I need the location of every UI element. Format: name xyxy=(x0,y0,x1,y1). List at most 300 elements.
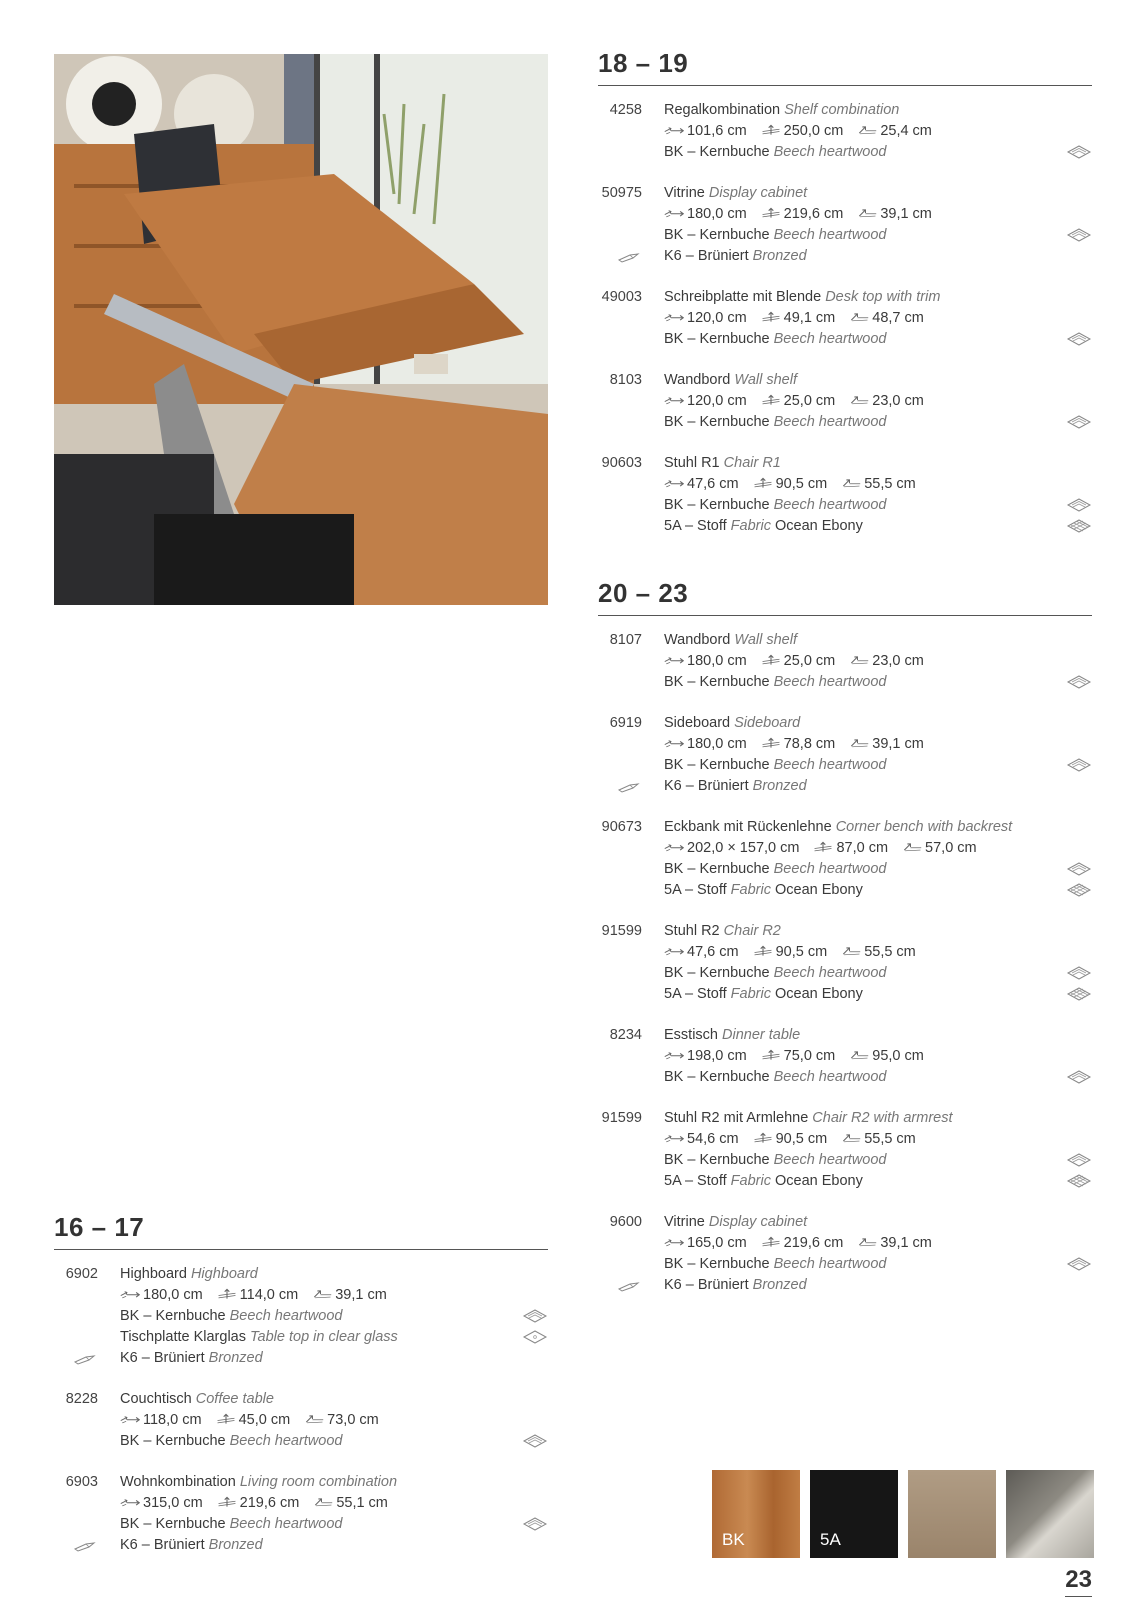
material-en: Beech heartwood xyxy=(773,414,887,430)
dimension-value: 47,6 cm xyxy=(687,476,739,492)
bronze-icon xyxy=(72,1539,98,1553)
item-name: Stuhl R2 mit Armlehne xyxy=(664,1110,809,1126)
catalog-item xyxy=(598,287,1092,350)
depth-icon xyxy=(849,392,869,404)
dimension-value: 95,0 cm xyxy=(872,1048,924,1064)
material-en: Beech heartwood xyxy=(773,965,887,981)
wood-icon xyxy=(1066,1257,1092,1271)
material-code: Tischplatte Klarglas xyxy=(120,1329,246,1345)
material-en: Beech heartwood xyxy=(229,1516,343,1532)
depth-icon xyxy=(849,735,869,747)
catalog-item xyxy=(598,817,1092,901)
material-color: Ocean Ebony xyxy=(774,882,863,898)
height-icon xyxy=(753,943,773,955)
dimension xyxy=(753,474,828,495)
item-name: Stuhl R1 xyxy=(664,455,720,471)
dimensions-line xyxy=(664,838,1092,859)
item-name-en: Coffee table xyxy=(195,1391,274,1407)
material-en: Beech heartwood xyxy=(773,144,887,160)
material-line xyxy=(664,755,1092,776)
dimensions-line xyxy=(664,391,1092,412)
material-line xyxy=(664,963,1092,984)
dimension-value: 55,1 cm xyxy=(336,1495,388,1511)
material-code: BK – Kernbuche xyxy=(664,227,770,243)
article-number: 90603 xyxy=(601,455,642,471)
section-heading: 20 – 23 xyxy=(598,578,1092,616)
catalog-item xyxy=(598,370,1092,433)
item-name: Wohnkombination xyxy=(120,1474,236,1490)
item-name: Sideboard xyxy=(664,715,731,731)
dimensions-line xyxy=(664,942,1092,963)
bronze-icon xyxy=(616,250,642,264)
width-icon xyxy=(664,122,684,134)
material-code: BK – Kernbuche xyxy=(664,1152,770,1168)
material-line xyxy=(664,1275,1092,1296)
depth-icon xyxy=(841,943,861,955)
depth-icon xyxy=(857,1234,877,1246)
item-name-line xyxy=(664,183,1092,204)
wood-icon xyxy=(1066,332,1092,346)
dimension-value: 39,1 cm xyxy=(880,1235,932,1251)
fabric-icon xyxy=(1066,1174,1092,1188)
material-line xyxy=(664,1254,1092,1275)
dimension-value: 120,0 cm xyxy=(687,393,747,409)
item-name: Stuhl R2 xyxy=(664,923,720,939)
article-number: 8234 xyxy=(609,1027,642,1043)
item-name-line xyxy=(664,1025,1092,1046)
dimension xyxy=(120,1493,203,1514)
item-details xyxy=(664,1108,1092,1192)
article-number: 9600 xyxy=(609,1214,642,1230)
item-name-line xyxy=(664,817,1092,838)
width-icon xyxy=(664,309,684,321)
dimension xyxy=(313,1493,388,1514)
dimension-value: 39,1 cm xyxy=(335,1287,387,1303)
material-en: Bronzed xyxy=(752,1277,807,1293)
wood-icon xyxy=(1066,228,1092,242)
section-heading: 18 – 19 xyxy=(598,48,1092,86)
height-icon xyxy=(761,1047,781,1059)
dimension xyxy=(761,651,836,672)
item-name-en: Shelf combination xyxy=(784,102,900,118)
wood-icon xyxy=(1066,415,1092,429)
article-number: 6903 xyxy=(65,1474,98,1490)
height-icon xyxy=(761,392,781,404)
item-name: Couchtisch xyxy=(120,1391,192,1407)
swatch-label: 5A xyxy=(820,1530,841,1549)
dimension xyxy=(849,1046,924,1067)
width-icon xyxy=(664,1130,684,1142)
item-name-en: Desk top with trim xyxy=(825,289,941,305)
dimension-value: 101,6 cm xyxy=(687,123,747,139)
dimension xyxy=(664,1129,739,1150)
dimension xyxy=(857,204,932,225)
article-number: 6919 xyxy=(609,715,642,731)
dimension-value: 165,0 cm xyxy=(687,1235,747,1251)
dimension-value: 202,0 × 157,0 cm xyxy=(687,840,800,856)
dimension xyxy=(120,1285,203,1306)
material-line xyxy=(664,1067,1092,1088)
item-details xyxy=(664,630,1092,693)
depth-icon xyxy=(312,1286,332,1298)
dimension-value: 49,1 cm xyxy=(783,310,836,326)
catalog-item xyxy=(598,921,1092,1005)
material-line xyxy=(664,246,1092,267)
article-number: 91599 xyxy=(601,923,642,939)
dimension xyxy=(761,121,844,142)
wood-icon xyxy=(522,1517,548,1531)
page-number: 23 xyxy=(1065,1566,1092,1597)
dimension-value: 23,0 cm xyxy=(872,653,924,669)
depth-icon xyxy=(849,309,869,321)
dimensions-line xyxy=(120,1285,548,1306)
width-icon xyxy=(664,652,684,664)
dimension-value: 219,6 cm xyxy=(783,1235,844,1251)
dimension-value: 57,0 cm xyxy=(925,840,977,856)
dimensions-line xyxy=(664,651,1092,672)
dimension-value: 73,0 cm xyxy=(327,1412,379,1428)
dimension xyxy=(841,1129,916,1150)
dimensions-line xyxy=(664,474,1092,495)
section-18-19 xyxy=(598,48,1092,557)
depth-icon xyxy=(857,122,877,134)
material-en: Beech heartwood xyxy=(773,1069,887,1085)
dimension-value: 25,0 cm xyxy=(783,653,836,669)
dimensions-line xyxy=(664,308,1092,329)
width-icon xyxy=(120,1286,140,1298)
material-swatch xyxy=(712,1470,800,1558)
dimension-value: 39,1 cm xyxy=(872,736,924,752)
catalog-item xyxy=(54,1264,548,1369)
item-name: Esstisch xyxy=(664,1027,718,1043)
item-details xyxy=(120,1264,548,1369)
dimension xyxy=(664,1046,747,1067)
material-code: K6 – Brüniert xyxy=(664,1277,749,1293)
width-icon xyxy=(664,735,684,747)
dimension xyxy=(761,391,836,412)
item-name-line xyxy=(664,630,1092,651)
wood-icon xyxy=(1066,498,1092,512)
dimension-value: 55,5 cm xyxy=(864,476,916,492)
dimension-value: 114,0 cm xyxy=(239,1287,299,1303)
depth-icon xyxy=(841,1130,861,1142)
extending-table-illustration xyxy=(54,54,548,605)
section-20-23 xyxy=(598,578,1092,1316)
item-name-en: Chair R2 xyxy=(723,923,781,939)
width-icon xyxy=(664,475,684,487)
material-line xyxy=(664,1150,1092,1171)
width-icon xyxy=(664,1047,684,1059)
material-code: K6 – Brüniert xyxy=(664,248,749,264)
bronze-icon xyxy=(616,1279,642,1293)
swatch-label: BK xyxy=(722,1530,745,1549)
height-icon xyxy=(813,839,833,851)
dimensions-line xyxy=(120,1410,548,1431)
height-icon xyxy=(761,652,781,664)
depth-icon xyxy=(857,205,877,217)
wood-icon xyxy=(522,1309,548,1323)
wood-icon xyxy=(1066,145,1092,159)
wood-icon xyxy=(1066,675,1092,689)
catalog-item xyxy=(598,713,1092,797)
section-16-17 xyxy=(54,1212,548,1576)
item-name-en: Wall shelf xyxy=(734,632,797,648)
width-icon xyxy=(664,1234,684,1246)
dimension-value: 90,5 cm xyxy=(775,944,828,960)
dimension xyxy=(753,1129,828,1150)
item-details xyxy=(664,713,1092,797)
dimension-value: 180,0 cm xyxy=(687,736,747,752)
article-number: 90673 xyxy=(601,819,642,835)
article-number: 6902 xyxy=(65,1266,98,1282)
depth-icon xyxy=(313,1494,333,1506)
item-name-line xyxy=(664,100,1092,121)
item-details xyxy=(664,100,1092,163)
item-name-line xyxy=(664,453,1092,474)
dimension xyxy=(304,1410,379,1431)
item-name-line xyxy=(664,1108,1092,1129)
dimension xyxy=(664,474,739,495)
dimension-value: 87,0 cm xyxy=(836,840,889,856)
material-code: BK – Kernbuche xyxy=(664,674,770,690)
material-line xyxy=(664,329,1092,350)
material-code: 5A – Stoff xyxy=(664,882,727,898)
material-en: Beech heartwood xyxy=(773,674,887,690)
item-details xyxy=(664,453,1092,537)
material-code: K6 – Brüniert xyxy=(120,1350,205,1366)
wood-icon xyxy=(1066,862,1092,876)
material-code: BK – Kernbuche xyxy=(664,1069,770,1085)
depth-icon xyxy=(849,1047,869,1059)
material-en: Bronzed xyxy=(208,1537,263,1553)
dimension-value: 118,0 cm xyxy=(143,1412,202,1428)
dimension xyxy=(664,734,747,755)
catalog-item xyxy=(598,1025,1092,1088)
dimension xyxy=(312,1285,387,1306)
material-color: Ocean Ebony xyxy=(774,518,863,534)
dimension-value: 219,6 cm xyxy=(783,206,844,222)
catalog-item xyxy=(54,1389,548,1452)
dimensions-line xyxy=(664,1046,1092,1067)
item-name: Vitrine xyxy=(664,185,705,201)
article-number: 8103 xyxy=(609,372,642,388)
dimension xyxy=(664,1233,747,1254)
item-name-line xyxy=(664,287,1092,308)
dimension xyxy=(902,838,977,859)
article-number: 50975 xyxy=(601,185,642,201)
dimension xyxy=(841,474,916,495)
material-line xyxy=(664,984,1092,1005)
height-icon xyxy=(753,1130,773,1142)
material-code: BK – Kernbuche xyxy=(664,1256,770,1272)
height-icon xyxy=(217,1494,237,1506)
dimension xyxy=(664,121,747,142)
item-details xyxy=(664,183,1092,267)
dimension xyxy=(664,308,747,329)
item-name-en: Chair R2 with armrest xyxy=(812,1110,953,1126)
width-icon xyxy=(120,1411,140,1423)
dimension xyxy=(761,204,844,225)
dimension-value: 25,0 cm xyxy=(783,393,836,409)
dimension-value: 250,0 cm xyxy=(783,123,844,139)
material-code: BK – Kernbuche xyxy=(664,861,770,877)
material-en: Beech heartwood xyxy=(773,861,887,877)
material-line xyxy=(664,495,1092,516)
material-line xyxy=(664,412,1092,433)
material-swatch xyxy=(1006,1470,1094,1558)
fabric-icon xyxy=(1066,883,1092,897)
dimension-value: 90,5 cm xyxy=(775,1131,828,1147)
item-name: Highboard xyxy=(120,1266,187,1282)
dimensions-line xyxy=(664,204,1092,225)
dimension xyxy=(857,121,932,142)
item-name-en: Chair R1 xyxy=(723,455,781,471)
item-name-en: Display cabinet xyxy=(708,1214,808,1230)
dimension-value: 180,0 cm xyxy=(687,206,747,222)
depth-icon xyxy=(304,1411,324,1423)
material-line xyxy=(664,1171,1092,1192)
width-icon xyxy=(664,839,684,851)
fabric-icon xyxy=(1066,519,1092,533)
material-code: BK – Kernbuche xyxy=(664,497,770,513)
material-swatch xyxy=(810,1470,898,1558)
material-line xyxy=(664,880,1092,901)
material-color: Ocean Ebony xyxy=(774,1173,863,1189)
item-details xyxy=(120,1472,548,1556)
material-code: BK – Kernbuche xyxy=(664,414,770,430)
material-code: BK – Kernbuche xyxy=(120,1308,226,1324)
material-line xyxy=(120,1327,548,1348)
material-line xyxy=(664,516,1092,537)
material-line xyxy=(120,1306,548,1327)
dimension-value: 47,6 cm xyxy=(687,944,739,960)
material-line xyxy=(664,225,1092,246)
material-en: Bronzed xyxy=(752,248,807,264)
article-number: 8228 xyxy=(65,1391,98,1407)
catalog-item xyxy=(598,100,1092,163)
item-name-line xyxy=(664,921,1092,942)
catalog-item xyxy=(54,1472,548,1556)
article-number: 8107 xyxy=(609,632,642,648)
item-name: Wandbord xyxy=(664,632,731,648)
material-en: Bronzed xyxy=(752,778,807,794)
height-icon xyxy=(216,1411,236,1423)
item-name: Wandbord xyxy=(664,372,731,388)
dimension xyxy=(217,1285,299,1306)
width-icon xyxy=(664,205,684,217)
material-en: Beech heartwood xyxy=(773,497,887,513)
article-number: 49003 xyxy=(601,289,642,305)
material-code: BK – Kernbuche xyxy=(664,965,770,981)
width-icon xyxy=(664,392,684,404)
material-line xyxy=(120,1514,548,1535)
dimension xyxy=(664,942,739,963)
item-name-en: Living room combination xyxy=(239,1474,398,1490)
dimension xyxy=(217,1493,300,1514)
dimension xyxy=(849,734,924,755)
material-en: Beech heartwood xyxy=(773,331,887,347)
item-name: Schreibplatte mit Blende xyxy=(664,289,822,305)
dimension-value: 180,0 cm xyxy=(687,653,747,669)
dimension-value: 55,5 cm xyxy=(864,1131,916,1147)
dimension xyxy=(120,1410,202,1431)
dimension-value: 78,8 cm xyxy=(783,736,836,752)
dimension-value: 55,5 cm xyxy=(864,944,916,960)
item-name-line xyxy=(664,1212,1092,1233)
item-details xyxy=(664,1025,1092,1088)
item-details xyxy=(664,287,1092,350)
material-line xyxy=(664,859,1092,880)
catalog-item xyxy=(598,183,1092,267)
dimension-value: 315,0 cm xyxy=(143,1495,203,1511)
material-line xyxy=(120,1348,548,1369)
dimension-value: 180,0 cm xyxy=(143,1287,203,1303)
depth-icon xyxy=(849,652,869,664)
item-name-line xyxy=(664,713,1092,734)
material-line xyxy=(664,776,1092,797)
material-line xyxy=(120,1535,548,1556)
catalog-item xyxy=(598,1212,1092,1296)
item-details xyxy=(664,1212,1092,1296)
wood-icon xyxy=(1066,1153,1092,1167)
dimension xyxy=(813,838,888,859)
material-en: Table top in clear glass xyxy=(250,1329,398,1345)
material-swatch xyxy=(908,1470,996,1558)
depth-icon xyxy=(841,475,861,487)
height-icon xyxy=(753,475,773,487)
item-name-line xyxy=(120,1264,548,1285)
item-name-en: Wall shelf xyxy=(734,372,797,388)
material-en: Beech heartwood xyxy=(773,227,887,243)
material-code: BK – Kernbuche xyxy=(664,757,770,773)
dimension xyxy=(761,1046,836,1067)
article-number: 4258 xyxy=(609,102,642,118)
item-name-en: Sideboard xyxy=(734,715,801,731)
material-code: K6 – Brüniert xyxy=(664,778,749,794)
dimension-value: 54,6 cm xyxy=(687,1131,739,1147)
dimension-value: 25,4 cm xyxy=(880,123,932,139)
item-name: Vitrine xyxy=(664,1214,705,1230)
wood-icon xyxy=(1066,758,1092,772)
dimension-value: 219,6 cm xyxy=(239,1495,300,1511)
dimension-value: 39,1 cm xyxy=(880,206,932,222)
catalog-item xyxy=(598,1108,1092,1192)
dimension-value: 45,0 cm xyxy=(238,1412,291,1428)
dimension xyxy=(761,734,836,755)
material-en: Beech heartwood xyxy=(229,1308,343,1324)
dimension xyxy=(849,391,924,412)
material-line xyxy=(664,142,1092,163)
item-name-line xyxy=(120,1472,548,1493)
dimension xyxy=(841,942,916,963)
wood-icon xyxy=(1066,966,1092,980)
catalog-item xyxy=(598,453,1092,537)
width-icon xyxy=(664,943,684,955)
item-name: Eckbank mit Rückenlehne xyxy=(664,819,832,835)
dimensions-line xyxy=(664,734,1092,755)
material-line xyxy=(120,1431,548,1452)
material-en: Fabric xyxy=(730,1173,771,1189)
dimension xyxy=(664,651,747,672)
product-photo xyxy=(54,54,548,605)
material-code: BK – Kernbuche xyxy=(664,144,770,160)
item-name-en: Dinner table xyxy=(722,1027,801,1043)
dimensions-line xyxy=(120,1493,548,1514)
item-details xyxy=(664,817,1092,901)
dimension-value: 90,5 cm xyxy=(775,476,828,492)
item-name-en: Highboard xyxy=(190,1266,258,1282)
width-icon xyxy=(120,1494,140,1506)
